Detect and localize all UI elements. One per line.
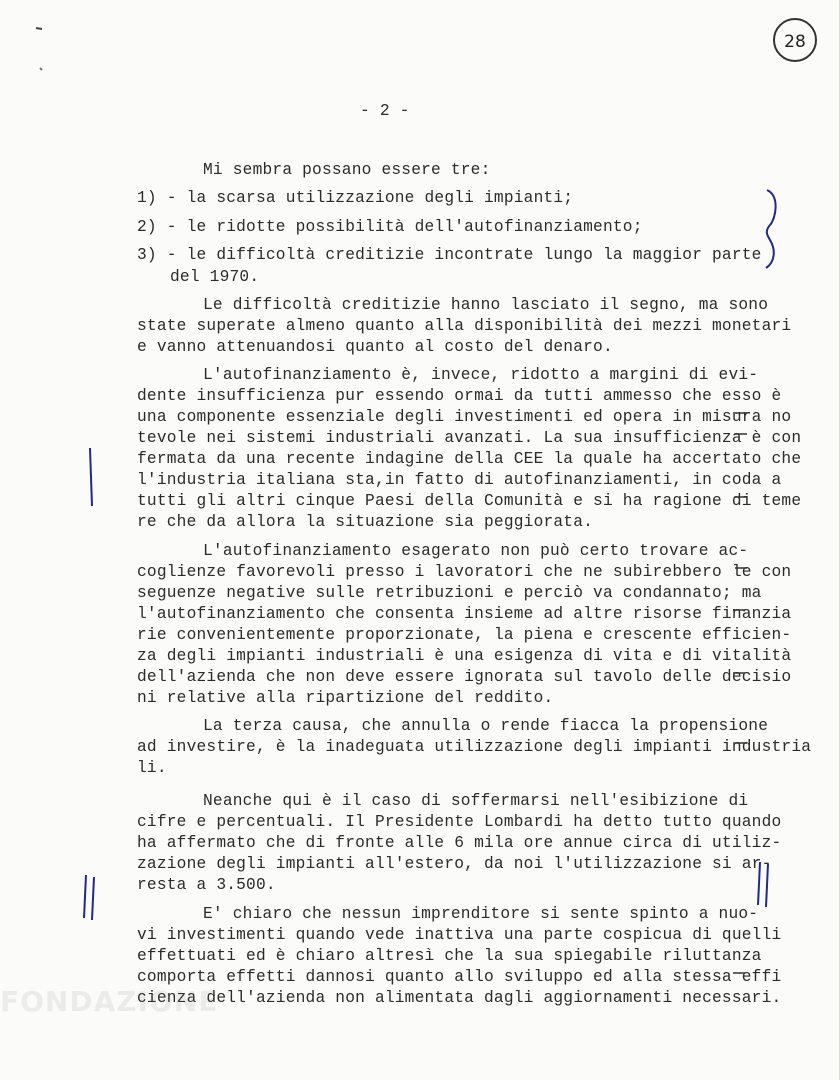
- text-line: za degli impianti industriali è una esigenza di vita e di vitalità: [137, 647, 792, 665]
- text-line: del 1970.: [170, 268, 260, 286]
- text-line: Neanche qui è il caso di soffermarsi nell'esibizione di: [203, 792, 749, 810]
- list-item-3: 3) - le difficoltà creditizie incontrate lungo la maggior parte: [137, 246, 762, 264]
- text-line: una componente essenziale degli investimenti ed opera in misura no: [137, 408, 792, 426]
- list-item-1: 1) - la scarsa utilizzazione degli impianti;: [137, 189, 574, 207]
- list-item-2: 2) - le ridotte possibilità dell'autofinanziamento;: [137, 218, 643, 236]
- text-line: tutti gli altri cinque Paesi della Comunità e si ha ragione di teme: [137, 492, 802, 510]
- text-line: Mi sembra possano essere tre:: [203, 161, 491, 179]
- brace-mark-icon: [766, 190, 776, 268]
- text-line: cienza dell'azienda non alimentata dagli aggiornamenti necessari.: [137, 989, 782, 1007]
- margin-line-icon: [90, 448, 92, 506]
- stray-mark: [40, 68, 42, 70]
- stray-mark: [36, 28, 42, 29]
- text-line: re che da allora la situazione sia peggiorata.: [137, 513, 594, 531]
- text-line: dell'azienda che non deve essere ignorata sul tavolo delle decisio: [137, 668, 792, 686]
- text-line: fermata da una recente indagine della CEE la quale ha accertato che: [137, 450, 802, 468]
- margin-double-line-icon: [84, 875, 86, 918]
- text-line: L'autofinanziamento è, invece, ridotto a margini di evi-: [203, 366, 759, 384]
- text-line: vi investimenti quando vede inattiva una parte cospicua di quelli: [137, 926, 782, 944]
- text-line: coglienze favorevoli presso i lavoratori che ne subirebbero le con: [137, 563, 792, 581]
- text-line: ad investire, è la inadeguata utilizzazione degli impianti industria: [137, 738, 812, 756]
- text-line: li.: [137, 759, 167, 777]
- margin-double-line-icon: [766, 864, 768, 907]
- text-line: E' chiaro che nessun imprenditore si sente spinto a nuo-: [203, 905, 759, 923]
- page-number: - 2 -: [360, 102, 410, 120]
- text-line: l'industria italiana sta,in fatto di autofinanziamenti, in coda a: [137, 471, 782, 489]
- text-line: rie convenientemente proporzionate, la piena e crescente efficien-: [137, 626, 792, 644]
- text-line: comporta effetti dannosi quanto allo sviluppo ed alla stessa effi: [137, 968, 782, 986]
- text-line: ha affermato che di fronte alle 6 mila ore annue circa di utiliz-: [137, 834, 782, 852]
- watermark-logo: FONDAZIONE: [0, 985, 219, 1018]
- text-line: L'autofinanziamento esagerato non può certo trovare ac-: [203, 542, 749, 560]
- margin-double-line-icon: [758, 862, 760, 905]
- text-line: La terza causa, che annulla o rende fiacca la propensione: [203, 717, 769, 735]
- text-line: resta a 3.500.: [137, 876, 276, 894]
- margin-double-line-icon: [92, 877, 94, 920]
- text-line: tevole nei sistemi industriali avanzati. La sua insufficienza è con: [137, 429, 802, 447]
- page-stamp-number: 28: [773, 18, 817, 62]
- text-line: seguenze negative sulle retribuzioni e perciò va condannato; ma: [137, 584, 762, 602]
- text-line: ni relative alla ripartizione del reddito.: [137, 689, 554, 707]
- text-line: cifre e percentuali. Il Presidente Lombardi ha detto tutto quando: [137, 813, 782, 831]
- text-line: state superate almeno quanto alla disponibilità dei mezzi monetari: [137, 317, 792, 335]
- text-line: effettuati ed è chiaro altresì che la sua spiegabile riluttanza: [137, 947, 762, 965]
- text-line: Le difficoltà creditizie hanno lasciato il segno, ma sono: [203, 296, 769, 314]
- text-line: zazione degli impianti all'estero, da noi l'utilizzazione si ar-: [137, 855, 772, 873]
- text-line: dente insufficienza pur essendo ormai da tutti ammesso che esso è: [137, 387, 782, 405]
- text-line: l'autofinanziamento che consenta insieme ad altre risorse finanzia: [137, 605, 792, 623]
- text-line: e vanno attenuandosi quanto al costo del denaro.: [137, 338, 613, 356]
